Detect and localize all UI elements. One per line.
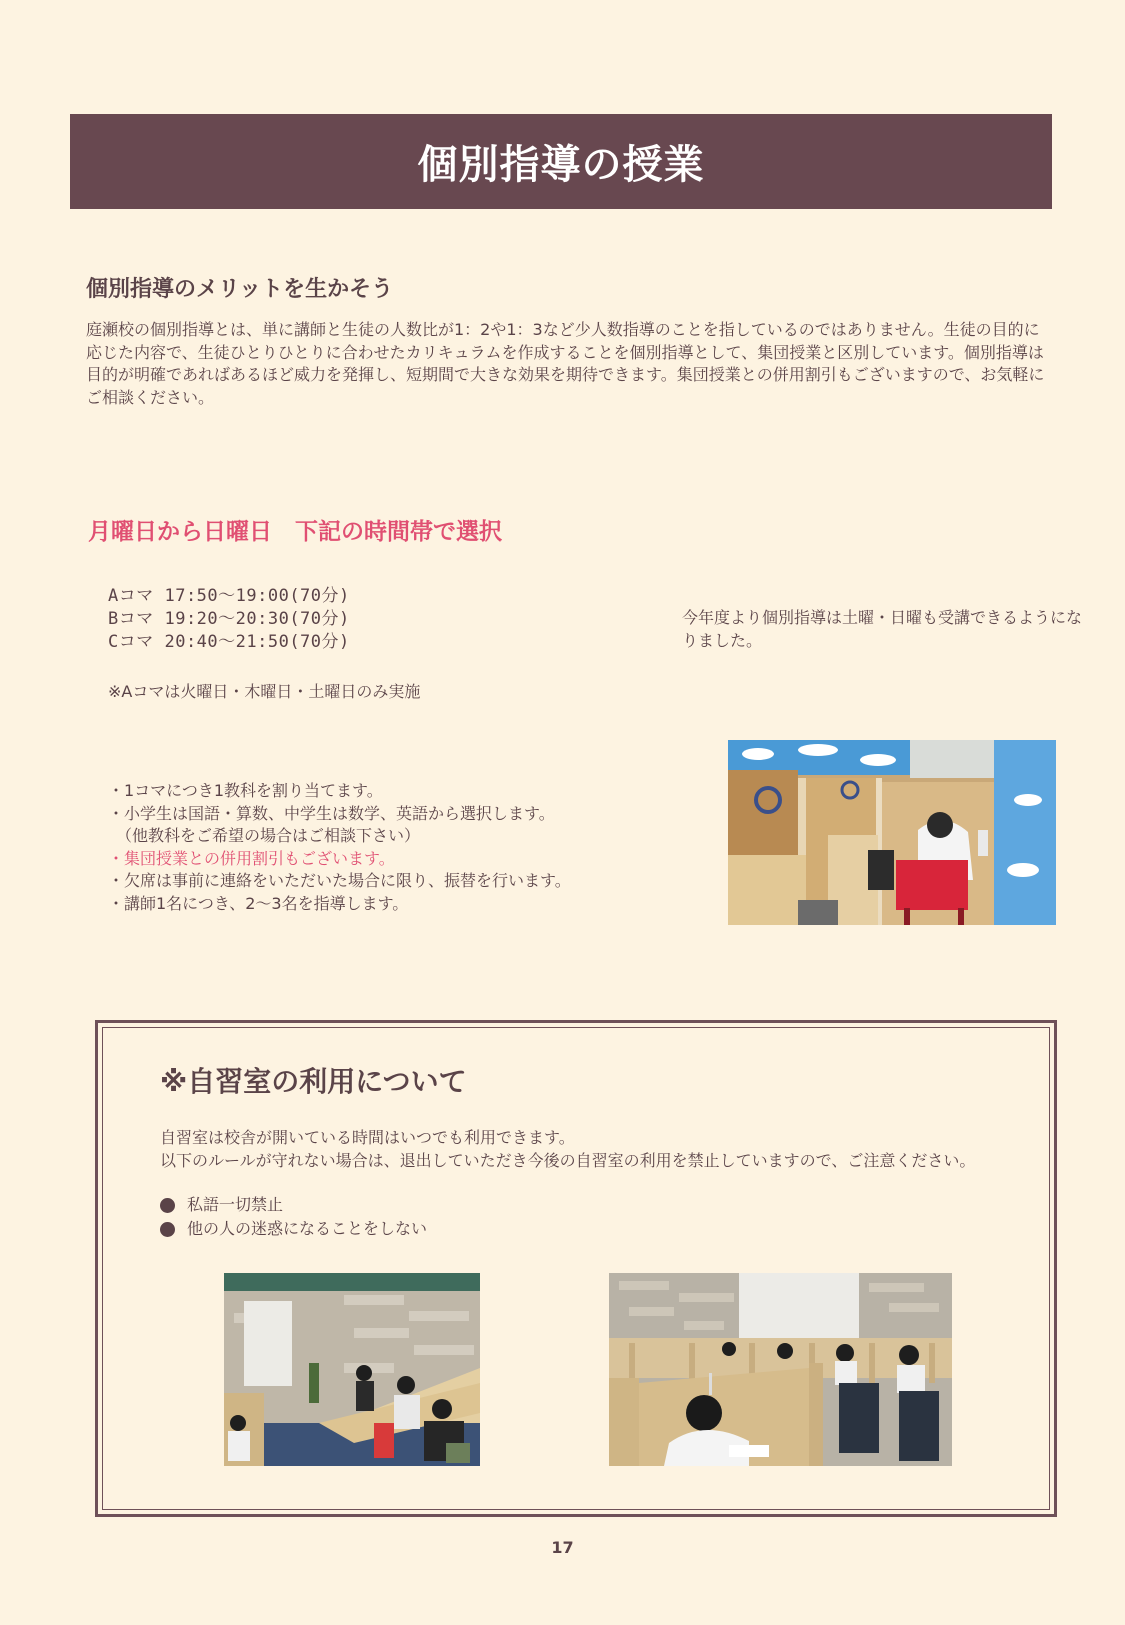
study-room-photo-right	[609, 1273, 952, 1466]
study-rule-text: 私語一切禁止	[187, 1195, 284, 1214]
page-title: 個別指導の授業	[417, 142, 705, 188]
slot-a-note: ※Aコマは火曜日・木曜日・土曜日のみ実施	[108, 682, 421, 701]
bullet-dot-icon	[160, 1198, 175, 1213]
study-rule-item	[160, 1193, 427, 1217]
merit-body: 庭瀬校の個別指導とは、単に講師と生徒の人数比が1：2や1：3など少人数指導のことを指しているのではありません。生徒の目的に応じた内容で、生徒ひとりひとりに合わせたカリキュラムを作成することを個別指導として、集団授業と区別しています。個別指導は目的が明確であればあるほど威力を発揮し、短期間で大きな効果を期待できます。集団授業との併用割引もございますので、お気軽にご相談ください。	[86, 320, 1045, 407]
study-rule-item	[160, 1217, 427, 1241]
study-room-photo-left	[224, 1273, 480, 1466]
rule-item: ・1コマにつき1教科を割り当てます。	[108, 781, 383, 800]
tutoring-room-photo	[728, 740, 1056, 925]
study-room-line-1: 自習室は校舎が開いている時間はいつでも利用できます。	[160, 1128, 575, 1147]
study-rule-text: 他の人の迷惑になることをしない	[187, 1219, 428, 1238]
study-room-left-illustration	[224, 1273, 480, 1466]
study-room-text	[160, 1127, 975, 1172]
weekend-note: 今年度より個別指導は土曜・日曜も受講できるようになりました。	[682, 608, 1083, 650]
bullet-dot-icon	[160, 1222, 175, 1237]
study-room-line-2: 以下のルールが守れない場合は、退出していただき今後の自習室の利用を禁止していますので、ご注意ください。	[160, 1150, 976, 1170]
study-room-rules	[160, 1193, 427, 1241]
tutoring-room-illustration	[728, 740, 1056, 925]
rule-item: ・講師1名につき、2〜3名を指導します。	[108, 893, 409, 913]
rule-item-discount: ・集団授業との併用割引もございます。	[108, 848, 395, 868]
schedule-heading: 月曜日から日曜日 下記の時間帯で選択	[88, 519, 502, 545]
time-slot-a: Aコマ 17:50〜19:00(70分)	[108, 586, 350, 606]
page-number: 17	[551, 1538, 574, 1557]
study-room-right-illustration	[609, 1273, 952, 1466]
time-slot-c: Cコマ 20:40〜21:50(70分)	[108, 632, 350, 652]
rules-list	[108, 780, 571, 915]
time-slot-list	[108, 585, 350, 654]
rule-item: ・欠席は事前に連絡をいただいた場合に限り、振替を行います。	[108, 871, 571, 890]
rule-item: ・小学生は国語・算数、中学生は数学、英語から選択します。	[108, 803, 555, 823]
title-banner	[70, 114, 1052, 209]
study-room-title: ※自習室の利用について	[160, 1065, 467, 1098]
merit-heading: 個別指導のメリットを生かそう	[86, 277, 394, 302]
time-slot-b: Bコマ 19:20〜20:30(70分)	[108, 609, 350, 629]
rule-item: （他教科をご希望の場合はご相談下さい）	[108, 826, 421, 845]
